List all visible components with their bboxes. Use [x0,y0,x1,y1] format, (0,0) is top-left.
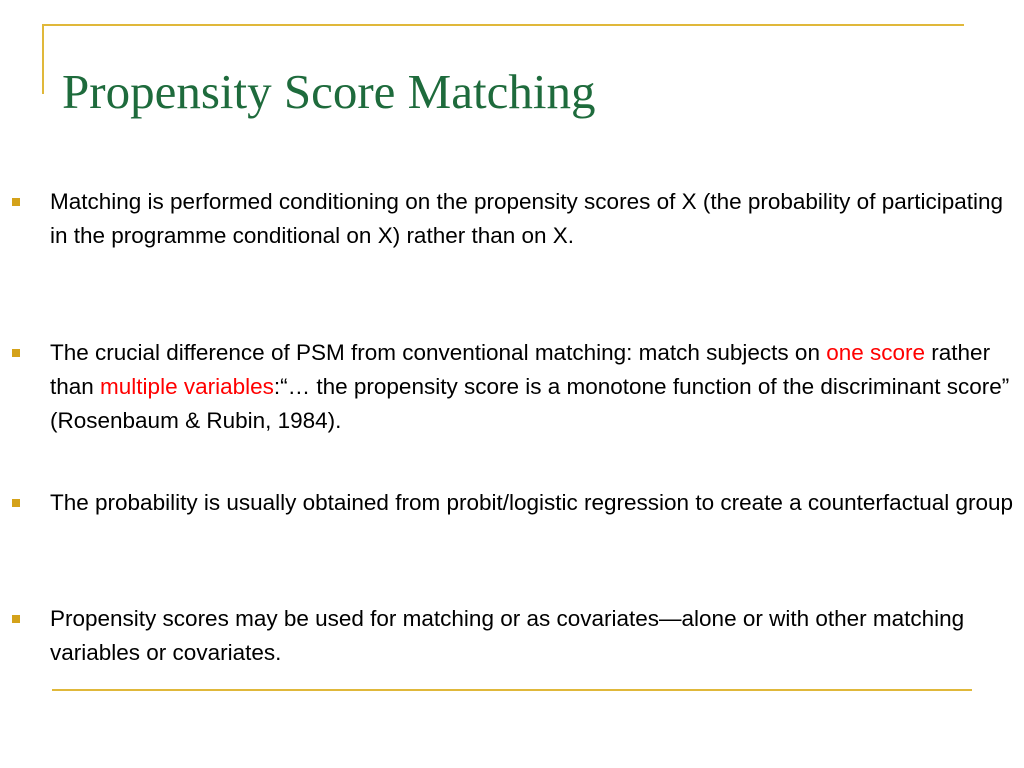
bullet-text: Propensity scores may be used for matching or as covariates—alone or with other matching variables or covariates. [50,606,965,665]
square-bullet-icon [12,499,20,507]
bullet-text: The probability is usually obtained from probit/logistic regression to create a counterfactual group [50,490,1014,515]
bullet-text: Matching is performed conditioning on the propensity scores of X (the probability of participating in the programme conditional on X) rather than on X. [50,189,1004,248]
bullet-item [50,602,1022,670]
bullet-text-start: The crucial difference of PSM from conventional matching: match subjects on [50,340,827,365]
top-accent-line [42,24,964,26]
bottom-accent-line [52,689,972,691]
bullet-item [50,486,1022,520]
square-bullet-icon [12,198,20,206]
highlight-multiple-variables: multiple variables [100,374,274,399]
highlight-one-score: one score [826,340,926,365]
bullet-text-mid: rather than [50,340,991,399]
bullet-item [50,185,1022,253]
bullet-item [50,336,1022,438]
bullet-text-end: :“… the propensity score is a monotone function of the discriminant score” (Rosenbaum & Rubin, 1984). [50,374,1010,433]
square-bullet-icon [12,349,20,357]
square-bullet-icon [12,615,20,623]
left-accent-line [42,24,44,94]
slide-title: Propensity Score Matching [62,64,596,119]
